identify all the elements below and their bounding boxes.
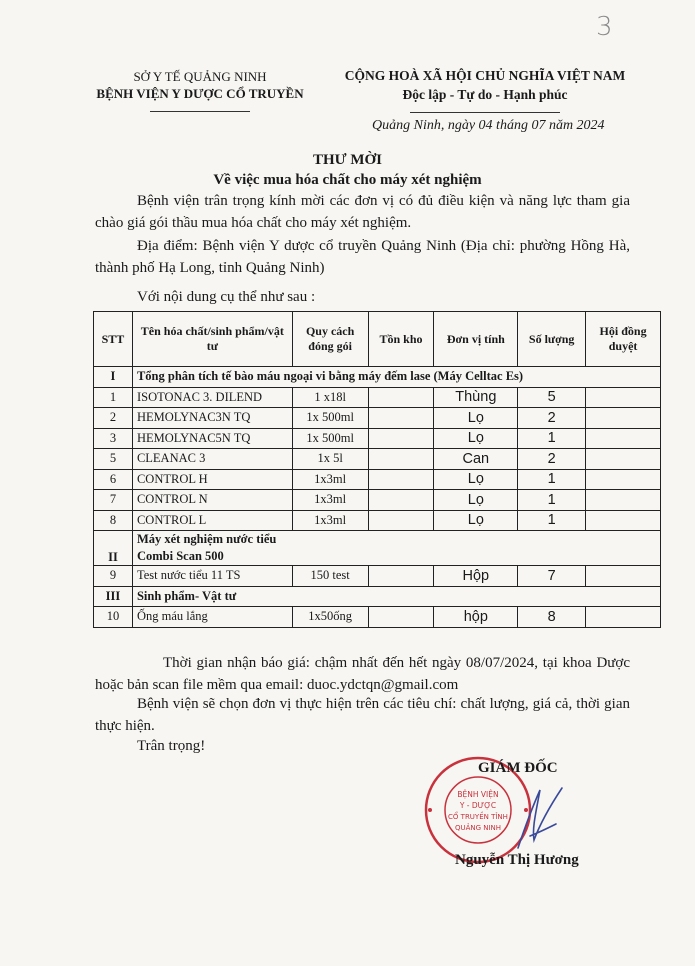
stamp-line-1: BỆNH VIỆN — [457, 790, 499, 799]
section-title: Tổng phân tích tế bào máu ngoại vi bằng máy đếm lase (Máy Celltac Es) — [132, 367, 660, 388]
cell-name: Ống máu lắng — [132, 607, 292, 628]
paragraph-invitation: Bệnh viện trân trọng kính mời các đơn vị có đủ điều kiện và năng lực tham gia chào giá gói thầu mua hóa chất cho máy xét nghiệm. — [95, 193, 630, 231]
cell-stock — [368, 607, 434, 628]
signer-name: Nguyễn Thị Hương — [455, 852, 579, 868]
section-row — [94, 586, 661, 607]
col-header-stt: STT — [94, 312, 133, 367]
cell-unit: Lọ — [434, 408, 518, 429]
cell-approval — [586, 490, 661, 511]
cell-approval — [586, 510, 661, 531]
cell-quantity: 2 — [518, 449, 586, 470]
paragraph-criteria: Bệnh viện sẽ chọn đơn vị thực hiện trên các tiêu chí: chất lượng, giá cả, thời gian thực hiện. — [95, 696, 630, 734]
document-date: Quảng Ninh, ngày 04 tháng 07 năm 2024 — [372, 118, 605, 133]
cell-unit: Can — [434, 449, 518, 470]
table-row — [94, 387, 661, 408]
section-number: I — [94, 367, 133, 388]
section-row — [94, 531, 661, 566]
table-row — [94, 566, 661, 587]
cell-name: CLEANAC 3 — [132, 449, 292, 470]
section-row — [94, 367, 661, 388]
col-header-quantity: Số lượng — [518, 312, 586, 367]
cell-name: HEMOLYNAC5N TQ — [132, 428, 292, 449]
col-header-unit: Đơn vị tính — [434, 312, 518, 367]
cell-packing: 1x 5l — [292, 449, 368, 470]
stamp-line-2: Y - DƯỢC — [459, 801, 497, 810]
cell-packing: 1 x18l — [292, 387, 368, 408]
cell-stt: 3 — [94, 428, 133, 449]
cell-quantity: 1 — [518, 428, 586, 449]
cell-stock — [368, 449, 434, 470]
issuer-header — [80, 68, 320, 112]
section-title-line2: Combi Scan 500 — [136, 549, 224, 563]
cell-unit: Thùng — [434, 387, 518, 408]
cell-quantity: 1 — [518, 510, 586, 531]
cell-approval — [586, 566, 661, 587]
cell-stt: 10 — [94, 607, 133, 628]
director-signature — [510, 778, 570, 858]
cell-packing: 1x 500ml — [292, 428, 368, 449]
table-row — [94, 428, 661, 449]
cell-packing: 1x3ml — [292, 469, 368, 490]
cell-name: ISOTONAC 3. DILEND — [132, 387, 292, 408]
cell-name: HEMOLYNAC3N TQ — [132, 408, 292, 429]
cell-stock — [368, 510, 434, 531]
section-title: Sinh phẩm- Vật tư — [132, 586, 660, 607]
cell-name: CONTROL N — [132, 490, 292, 511]
paragraph-regards: Trân trọng! — [137, 738, 206, 754]
table-row — [94, 510, 661, 531]
table-row — [94, 469, 661, 490]
cell-packing: 1x3ml — [292, 490, 368, 511]
cell-stt: 1 — [94, 387, 133, 408]
cell-stock — [368, 428, 434, 449]
cell-unit: Lọ — [434, 510, 518, 531]
cell-approval — [586, 449, 661, 470]
document-subtitle: Về việc mua hóa chất cho máy xét nghiệm — [213, 172, 482, 188]
national-motto: Độc lập - Tự do - Hạnh phúc — [402, 87, 568, 102]
table-row — [94, 408, 661, 429]
cell-stt: 2 — [94, 408, 133, 429]
national-title: CỘNG HOÀ XÃ HỘI CHỦ NGHĨA VIỆT NAM — [344, 68, 626, 83]
cell-approval — [586, 469, 661, 490]
cell-quantity: 2 — [518, 408, 586, 429]
table-header-row — [94, 312, 661, 367]
cell-stt: 8 — [94, 510, 133, 531]
cell-packing: 1x3ml — [292, 510, 368, 531]
cell-name: Test nước tiểu 11 TS — [132, 566, 292, 587]
section-title-line1: Máy xét nghiệm nước tiểu — [136, 532, 277, 546]
col-header-name: Tên hóa chất/sinh phẩm/vật tư — [132, 312, 292, 367]
cell-unit: Lọ — [434, 490, 518, 511]
cell-packing: 1x50ống — [292, 607, 368, 628]
cell-unit: Lọ — [434, 428, 518, 449]
cell-stock — [368, 490, 434, 511]
cell-stt: 6 — [94, 469, 133, 490]
cell-approval — [586, 607, 661, 628]
document-title: THƯ MỜI — [312, 152, 383, 168]
paragraph-location: Địa điểm: Bệnh viện Y dược cổ truyền Quảng Ninh (Địa chỉ: phường Hồng Hà, thành phố Hạ Long, tỉnh Quảng Ninh) — [95, 238, 630, 276]
paragraph-details-intro: Với nội dung cụ thể như sau : — [137, 289, 316, 305]
signer-title: GIÁM ĐỐC — [478, 760, 558, 776]
section-title — [132, 531, 660, 566]
table-row — [94, 490, 661, 511]
cell-approval — [586, 387, 661, 408]
page-number: 3 — [596, 12, 613, 42]
cell-approval — [586, 408, 661, 429]
col-header-approval: Hội đồng duyệt — [586, 312, 661, 367]
header-divider-left — [150, 111, 250, 112]
cell-name: CONTROL L — [132, 510, 292, 531]
issuer-department: SỞ Y TẾ QUẢNG NINH — [133, 69, 267, 84]
section-number: II — [94, 531, 133, 566]
table-row — [94, 607, 661, 628]
header-divider-right — [410, 112, 560, 113]
cell-quantity: 7 — [518, 566, 586, 587]
cell-stock — [368, 566, 434, 587]
cell-packing: 150 test — [292, 566, 368, 587]
cell-quantity: 1 — [518, 490, 586, 511]
cell-quantity: 8 — [518, 607, 586, 628]
stamp-line-3: CỔ TRUYỀN TỈNH — [448, 813, 508, 821]
cell-stt: 9 — [94, 566, 133, 587]
cell-approval — [586, 428, 661, 449]
table-row — [94, 449, 661, 470]
cell-unit: Lọ — [434, 469, 518, 490]
cell-stock — [368, 408, 434, 429]
cell-packing: 1x 500ml — [292, 408, 368, 429]
issuer-hospital: BỆNH VIỆN Y DƯỢC CỔ TRUYỀN — [96, 86, 304, 101]
section-number: III — [94, 586, 133, 607]
items-table — [93, 311, 661, 628]
cell-name: CONTROL H — [132, 469, 292, 490]
cell-unit: hộp — [434, 607, 518, 628]
national-header — [320, 66, 650, 113]
col-header-packing: Quy cách đóng gói — [292, 312, 368, 367]
cell-stock — [368, 469, 434, 490]
cell-unit: Hộp — [434, 566, 518, 587]
cell-quantity: 5 — [518, 387, 586, 408]
paragraph-deadline: Thời gian nhận báo giá: chậm nhất đến hết ngày 08/07/2024, tại khoa Dược hoặc bản scan file mềm qua email: duoc.ydctqn@gmail.com — [95, 655, 630, 693]
stamp-line-4: QUẢNG NINH — [454, 824, 502, 832]
cell-quantity: 1 — [518, 469, 586, 490]
cell-stt: 7 — [94, 490, 133, 511]
cell-stt: 5 — [94, 449, 133, 470]
col-header-stock: Tồn kho — [368, 312, 434, 367]
cell-stock — [368, 387, 434, 408]
